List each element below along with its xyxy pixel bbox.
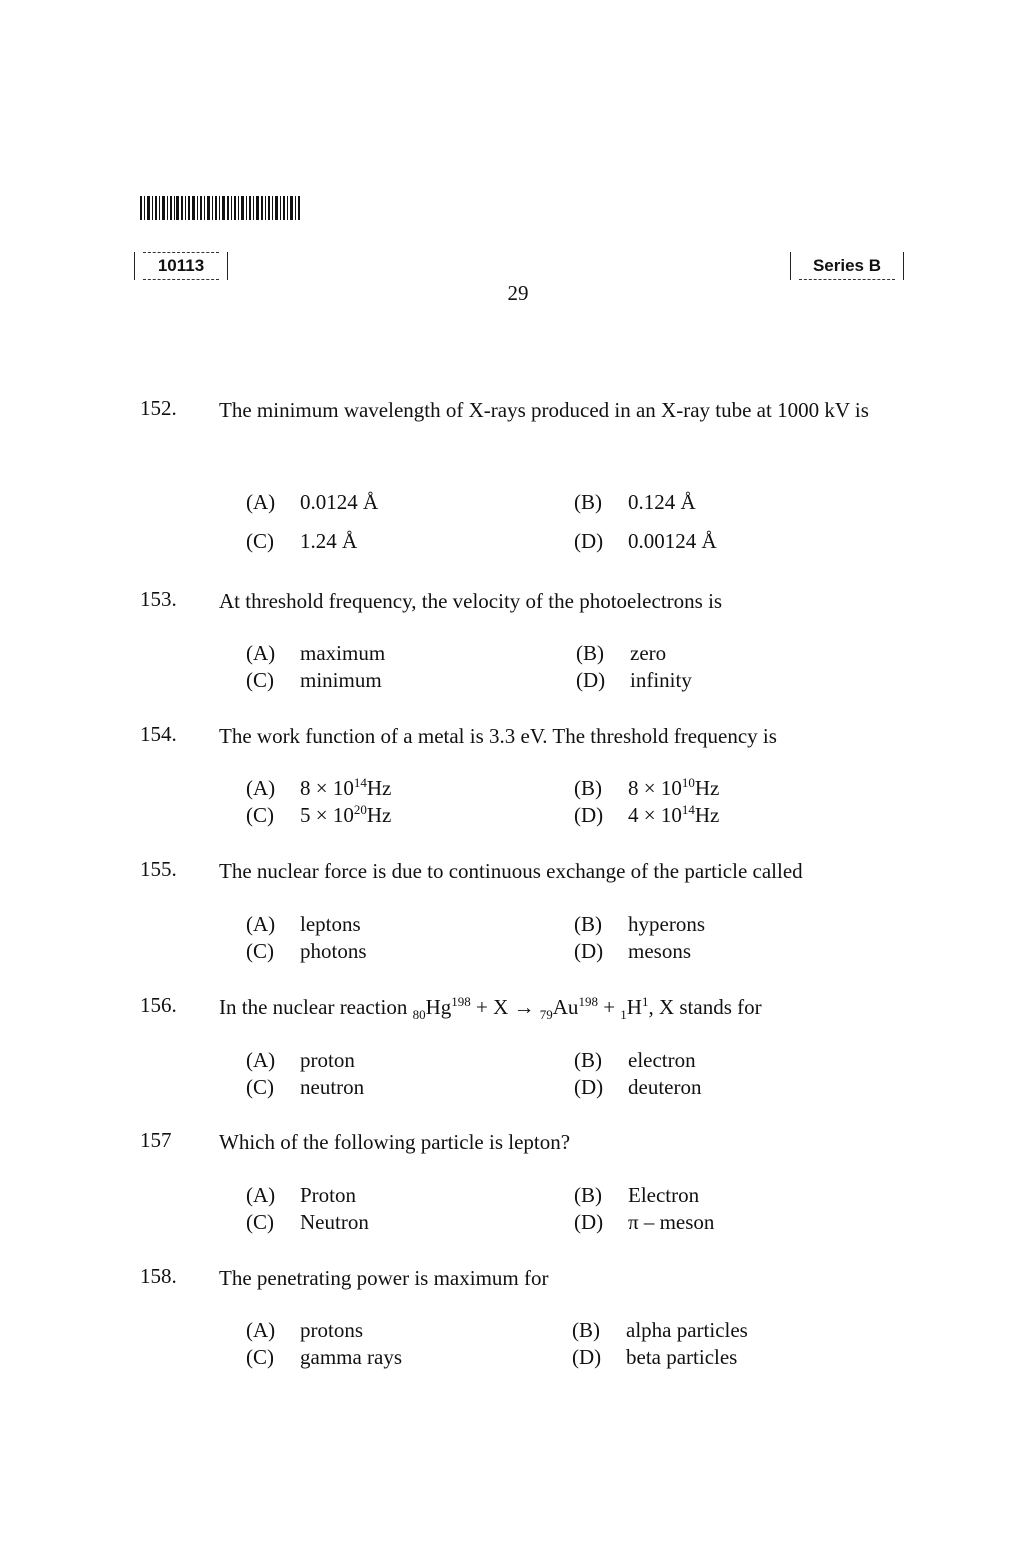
- option-label: (B): [574, 776, 602, 800]
- question-155: [140, 857, 900, 885]
- atomic-number: 1: [620, 1007, 627, 1023]
- element-symbol: Au: [552, 995, 579, 1019]
- option-text: gamma rays: [300, 1345, 403, 1369]
- option-a: [246, 1318, 363, 1343]
- option-a: [246, 776, 391, 801]
- barcode: [140, 196, 302, 220]
- question-156: [140, 993, 900, 1021]
- option-label: (C): [246, 1075, 274, 1099]
- option-c: [246, 1345, 402, 1370]
- element-symbol: H: [626, 995, 642, 1019]
- option-b: [574, 776, 719, 801]
- option-d: [574, 803, 719, 828]
- option-d: [574, 1075, 701, 1100]
- question-158: [140, 1264, 900, 1292]
- option-d: [574, 1210, 714, 1235]
- text-suffix: , X stands for: [648, 995, 762, 1019]
- option-a: [246, 1048, 355, 1073]
- option-text: 0.124 Å: [628, 490, 696, 514]
- series-box: [790, 252, 904, 280]
- option-a: [246, 490, 378, 515]
- option-base: 4 × 10: [628, 803, 682, 827]
- option-a: [246, 912, 361, 937]
- question-text: At threshold frequency, the velocity of the photoelectrons is: [219, 589, 723, 613]
- reaction-mid: + X →: [470, 995, 540, 1019]
- option-c: [246, 1210, 369, 1235]
- option-b: [574, 912, 705, 937]
- question-number: 152.: [140, 396, 177, 420]
- question-text: The work function of a metal is 3.3 eV. The threshold frequency is: [219, 724, 777, 748]
- option-label: (A): [246, 641, 276, 665]
- option-text: neutron: [300, 1075, 365, 1099]
- paper-code-box: [134, 252, 228, 280]
- mass-number: 1: [641, 994, 649, 1009]
- option-label: (B): [572, 1318, 600, 1342]
- option-label: (A): [246, 1183, 276, 1207]
- option-d: [574, 939, 691, 964]
- option-b: [574, 1048, 696, 1073]
- atomic-number: 79: [539, 1007, 553, 1023]
- option-text: hyperons: [628, 912, 705, 936]
- option-b: [574, 490, 696, 515]
- option-exponent: 14: [681, 802, 695, 817]
- option-exponent: 10: [681, 775, 695, 790]
- option-label: (D): [574, 529, 604, 553]
- option-a: [246, 1183, 356, 1208]
- option-d: [574, 529, 717, 554]
- mass-number: 198: [578, 994, 598, 1009]
- mass-number: 198: [451, 994, 471, 1009]
- option-label: (D): [574, 1210, 604, 1234]
- option-c: [246, 803, 391, 828]
- option-text: Neutron: [300, 1210, 369, 1234]
- option-base: 8 × 10: [628, 776, 682, 800]
- option-text: Proton: [300, 1183, 357, 1207]
- option-label: (A): [246, 490, 276, 514]
- option-unit: Hz: [366, 803, 392, 827]
- atomic-number: 80: [412, 1007, 426, 1023]
- question-number: 155.: [140, 857, 177, 881]
- series-label: Series B: [799, 252, 895, 280]
- option-a: [246, 641, 385, 666]
- option-label: (B): [574, 912, 602, 936]
- option-text: photons: [300, 939, 367, 963]
- option-text: π – meson: [628, 1210, 715, 1234]
- question-text: The nuclear force is due to continuous exchange of the particle called: [219, 859, 803, 883]
- option-b: [576, 641, 666, 666]
- question-153: [140, 587, 900, 615]
- option-label: (B): [574, 1048, 602, 1072]
- option-label: (C): [246, 529, 274, 553]
- question-number: 153.: [140, 587, 177, 611]
- option-c: [246, 529, 357, 554]
- option-text: deuteron: [628, 1075, 702, 1099]
- option-label: (D): [576, 668, 606, 692]
- option-label: (D): [574, 803, 604, 827]
- option-label: (A): [246, 1048, 276, 1072]
- option-text: beta particles: [626, 1345, 738, 1369]
- option-base: 8 × 10: [300, 776, 354, 800]
- option-label: (D): [574, 1075, 604, 1099]
- option-label: (C): [246, 668, 274, 692]
- option-d: [572, 1345, 737, 1370]
- option-label: (B): [576, 641, 604, 665]
- option-label: (D): [572, 1345, 602, 1369]
- option-text: 1.24 Å: [300, 529, 358, 553]
- question-text: The minimum wavelength of X-rays produced in an X-ray tube at 1000 kV is: [219, 398, 869, 422]
- question-text: Which of the following particle is lepton?: [219, 1130, 571, 1154]
- option-text: zero: [630, 641, 667, 665]
- question-text: [219, 993, 900, 1021]
- option-label: (C): [246, 939, 274, 963]
- option-text: alpha particles: [626, 1318, 748, 1342]
- question-157: [140, 1128, 900, 1156]
- question-154: [140, 722, 900, 750]
- question-number: 156.: [140, 993, 177, 1017]
- option-text: electron: [628, 1048, 696, 1072]
- option-b: [574, 1183, 699, 1208]
- option-label: (C): [246, 1345, 274, 1369]
- question-number: 157: [140, 1128, 172, 1152]
- question-number: 154.: [140, 722, 177, 746]
- option-unit: Hz: [694, 803, 720, 827]
- option-c: [246, 668, 382, 693]
- page-number: 29: [507, 281, 529, 305]
- option-c: [246, 1075, 364, 1100]
- option-label: (B): [574, 490, 602, 514]
- option-exponent: 14: [353, 775, 367, 790]
- option-text: 0.00124 Å: [628, 529, 717, 553]
- option-label: (D): [574, 939, 604, 963]
- option-unit: Hz: [366, 776, 392, 800]
- reaction-plus: +: [597, 995, 621, 1019]
- option-label: (A): [246, 776, 276, 800]
- option-text: 0.0124 Å: [300, 490, 379, 514]
- option-label: (A): [246, 1318, 276, 1342]
- option-text: infinity: [630, 668, 692, 692]
- option-label: (C): [246, 803, 274, 827]
- option-base: 5 × 10: [300, 803, 354, 827]
- question-number: 158.: [140, 1264, 177, 1288]
- text-prefix: In the nuclear reaction: [219, 995, 413, 1019]
- option-text: mesons: [628, 939, 691, 963]
- option-text: protons: [300, 1318, 363, 1342]
- question-152: [140, 396, 900, 424]
- option-text: maximum: [300, 641, 386, 665]
- option-text: proton: [300, 1048, 355, 1072]
- option-d: [576, 668, 692, 693]
- option-unit: Hz: [694, 776, 720, 800]
- option-label: (C): [246, 1210, 274, 1234]
- option-label: (B): [574, 1183, 602, 1207]
- option-text: minimum: [300, 668, 382, 692]
- option-label: (A): [246, 912, 276, 936]
- option-c: [246, 939, 367, 964]
- option-text: Electron: [628, 1183, 700, 1207]
- element-symbol: Hg: [425, 995, 452, 1019]
- option-exponent: 20: [353, 802, 367, 817]
- option-text: leptons: [300, 912, 361, 936]
- paper-code: 10113: [143, 252, 219, 280]
- option-b: [572, 1318, 748, 1343]
- question-text: The penetrating power is maximum for: [219, 1266, 549, 1290]
